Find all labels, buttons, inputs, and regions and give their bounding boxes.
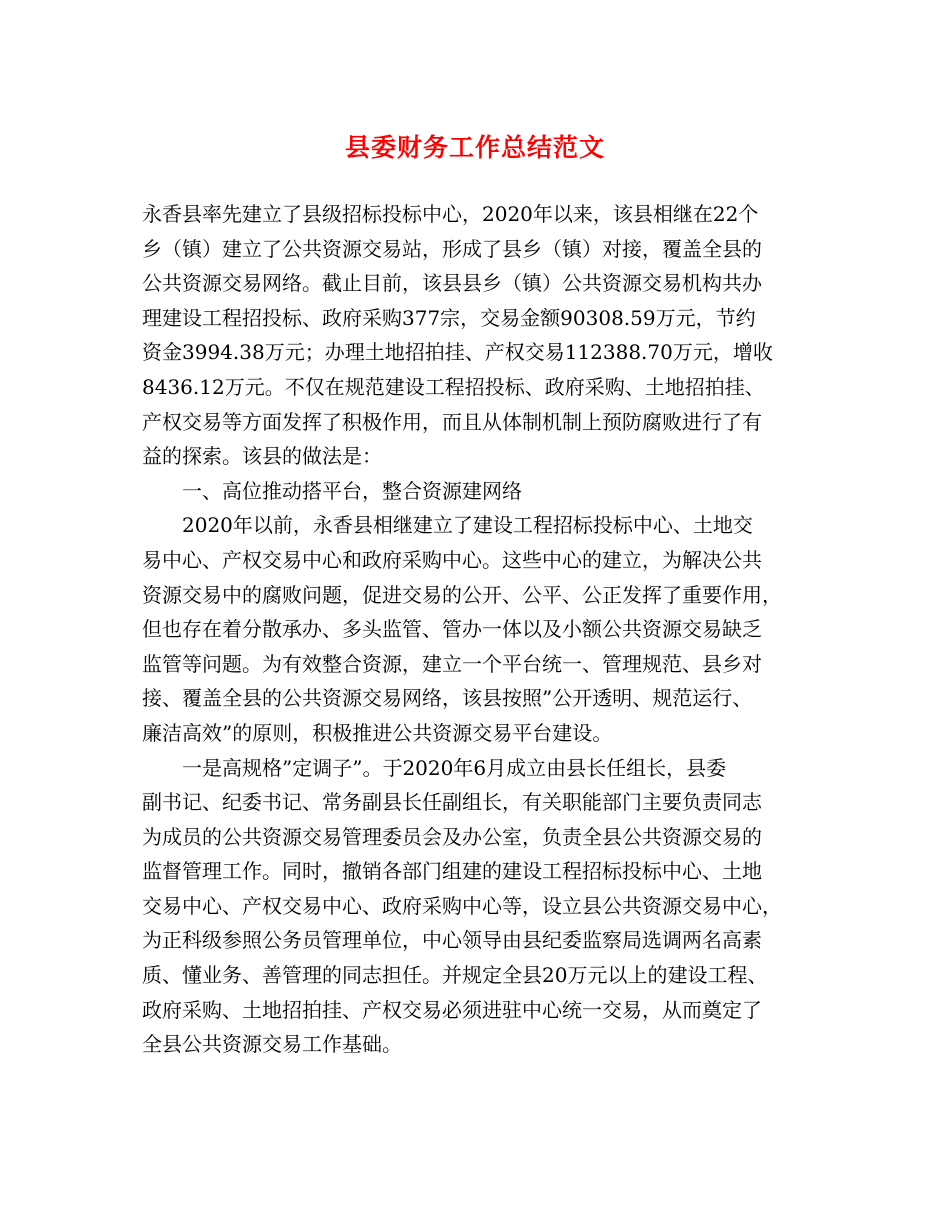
body-line: 全县公共资源交易工作基础。: [142, 1032, 402, 1057]
body-line: 监管等问题。为有效整合资源，建立一个平台统一、管理规范、县乡对: [142, 651, 762, 676]
body-line: 为成员的公共资源交易管理委员会及办公室，负责全县公共资源交易的: [142, 824, 762, 849]
body-line: 8436.12万元。不仅在规范建设工程招投标、政府采购、土地招拍挂、: [142, 374, 765, 399]
body-line: 一、高位推动搭平台，整合资源建网络: [182, 478, 522, 503]
body-line: 交易中心、产权交易中心、政府采购中心等，设立县公共资源交易中心，: [142, 893, 782, 918]
body-line: 产权交易等方面发挥了积极作用，而且从体制机制上预防腐败进行了有: [142, 409, 762, 434]
body-line: 资源交易中的腐败问题，促进交易的公开、公平、公正发挥了重要作用，: [142, 582, 782, 607]
document-title: 县委财务工作总结范文: [344, 133, 605, 162]
body-line: 接、覆盖全县的公共资源交易网络，该县按照”公开透明、规范运行、: [142, 686, 753, 711]
body-line: 廉洁高效”的原则，积极推进公共资源交易平台建设。: [142, 720, 613, 745]
body-line: 易中心、产权交易中心和政府采购中心。这些中心的建立，为解决公共: [142, 547, 762, 572]
body-line: 益的探索。该县的做法是：: [142, 444, 382, 469]
body-line: 监督管理工作。同时，撤销各部门组建的建设工程招标投标中心、土地: [142, 859, 762, 884]
body-line: 2020年以前，永香县相继建立了建设工程招标投标中心、土地交: [182, 513, 753, 538]
body-line: 质、懂业务、善管理的同志担任。并规定全县20万元以上的建设工程、: [142, 963, 768, 988]
body-line: 公共资源交易网络。截止目前，该县县乡（镇）公共资源交易机构共办: [142, 271, 762, 296]
body-line: 为正科级参照公务员管理单位，中心领导由县纪委监察局选调两名高素: [142, 928, 762, 953]
body-line: 理建设工程招投标、政府采购377宗，交易金额90308.59万元，节约: [142, 305, 756, 330]
document-body: [142, 197, 812, 1062]
body-line: 副书记、纪委书记、常务副县长任副组长，有关职能部门主要负责同志: [142, 790, 762, 815]
body-line: 政府采购、土地招拍挂、产权交易必须进驻中心统一交易，从而奠定了: [142, 997, 762, 1022]
body-line: 资金3994.38万元；办理土地招拍挂、产权交易112388.70万元，增收: [142, 340, 773, 365]
body-line: 乡（镇）建立了公共资源交易站，形成了县乡（镇）对接，覆盖全县的: [142, 236, 762, 261]
body-line: 但也存在着分散承办、多头监管、管办一体以及小额公共资源交易缺乏: [142, 617, 762, 642]
body-line: 一是高规格”定调子”。于2020年6月成立由县长任组长，县委: [182, 755, 727, 780]
body-line: 永香县率先建立了县级招标投标中心，2020年以来，该县相继在22个: [142, 202, 759, 226]
